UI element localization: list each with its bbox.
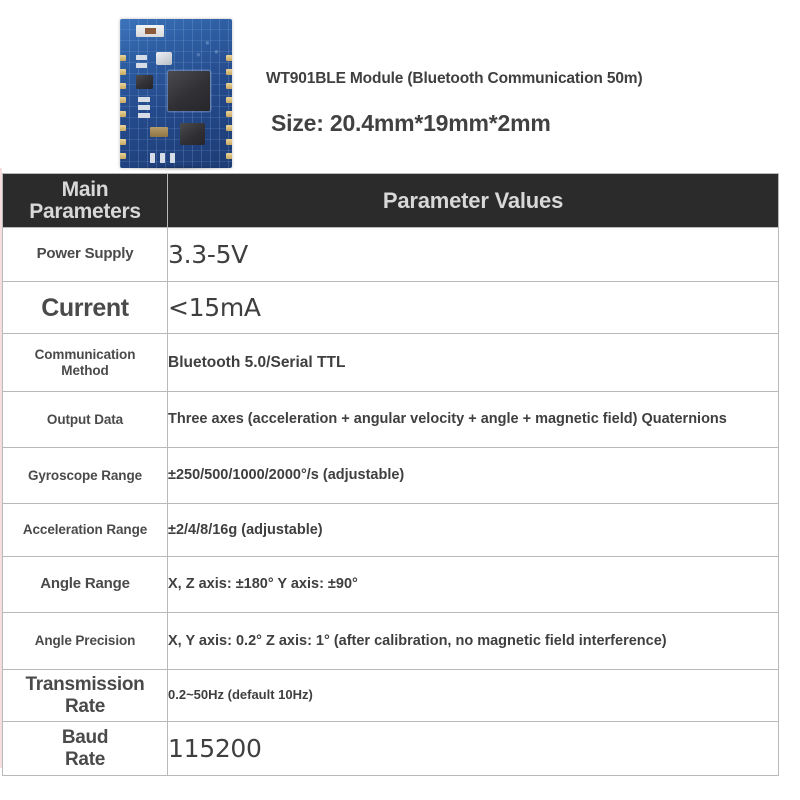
secondary-ic-chip [180, 123, 205, 145]
table-row [3, 613, 779, 670]
castellated-pad [226, 69, 232, 75]
param-value-communication-method: Bluetooth 5.0/Serial TTL [168, 334, 779, 392]
param-value-gyroscope-range: ±250/500/1000/2000°/s (adjustable) [168, 448, 779, 504]
param-label-angle-range: Angle Range [3, 557, 168, 613]
param-label-communication-method [3, 334, 168, 392]
tan-component [150, 127, 168, 137]
param-label-line1: Communication [34, 347, 136, 363]
castellated-pad [120, 83, 126, 89]
castellated-pad [226, 97, 232, 103]
header-main-parameters-line2: Parameters [29, 199, 141, 223]
castellated-pad [120, 69, 126, 75]
header-main-parameters-line1: Main [61, 177, 109, 201]
table-row [3, 670, 779, 722]
module-size-text: Size: 20.4mm*19mm*2mm [271, 110, 551, 136]
param-label-transmission-rate [3, 670, 168, 722]
table-row [3, 392, 779, 448]
resistor-component [138, 113, 150, 118]
param-label-line1: Transmission [25, 674, 145, 696]
castellated-pad [226, 139, 232, 145]
resistor-component [136, 63, 147, 68]
castellated-pad [120, 111, 126, 117]
pcb-board [120, 19, 232, 168]
resistor-component [150, 153, 155, 163]
table-row [3, 504, 779, 557]
castellated-pad [226, 111, 232, 117]
table-row [3, 228, 779, 282]
table-body [3, 228, 779, 776]
table-row [3, 722, 779, 776]
param-label-output-data: Output Data [3, 392, 168, 448]
param-value-output-data: Three axes (acceleration + angular velocity + angle + magnetic field) Quaternions [168, 392, 779, 448]
param-label-line2: Rate [65, 748, 105, 770]
table-header [3, 174, 779, 228]
header-parameter-values: Parameter Values [168, 174, 779, 228]
param-label-current: Current [3, 282, 168, 334]
param-label-acceleration-range: Acceleration Range [3, 504, 168, 557]
param-label-angle-precision: Angle Precision [3, 613, 168, 670]
castellated-pad [120, 139, 126, 145]
antenna-core [145, 28, 156, 34]
table-header-row [3, 174, 779, 228]
specification-table [2, 173, 779, 776]
table-row [3, 448, 779, 504]
resistor-component [138, 105, 150, 110]
castellated-pad [226, 153, 232, 159]
param-label-gyroscope-range: Gyroscope Range [3, 448, 168, 504]
param-value-transmission-rate: 0.2~50Hz (default 10Hz) [168, 670, 779, 722]
tertiary-ic-chip [136, 75, 153, 89]
castellated-pad [226, 83, 232, 89]
resistor-component [138, 97, 150, 102]
castellated-pad [120, 153, 126, 159]
module-title: WT901BLE Module (Bluetooth Communication 50m) [266, 70, 643, 87]
resistor-component [160, 153, 165, 163]
header-main-parameters [3, 174, 168, 228]
resistor-component [170, 153, 175, 163]
table-row [3, 282, 779, 334]
param-label-line2: Method [61, 362, 109, 378]
pcb-module-photo [116, 19, 240, 168]
crystal-oscillator [156, 52, 172, 65]
antenna-component [136, 25, 164, 37]
param-value-power-supply: 3.3-5V [168, 228, 779, 282]
pcb-drop-shadow [126, 165, 230, 171]
main-ic-chip [168, 71, 210, 111]
param-value-current: <15mA [168, 282, 779, 334]
table-row [3, 557, 779, 613]
castellated-pad [120, 125, 126, 131]
param-value-angle-precision: X, Y axis: 0.2° Z axis: 1° (after calibration, no magnetic field interference) [168, 613, 779, 670]
castellated-pad [120, 97, 126, 103]
product-banner [0, 0, 800, 170]
param-label-line2: Rate [65, 695, 105, 717]
table-row [3, 334, 779, 392]
param-value-acceleration-range: ±2/4/8/16g (adjustable) [168, 504, 779, 557]
param-label-baud-rate [3, 722, 168, 776]
param-label-line1: Baud [61, 727, 109, 749]
castellated-pad [226, 55, 232, 61]
castellated-pad [226, 125, 232, 131]
resistor-component [136, 55, 147, 60]
param-label-power-supply: Power Supply [3, 228, 168, 282]
param-value-baud-rate: 115200 [168, 722, 779, 776]
castellated-pad [120, 55, 126, 61]
param-value-angle-range: X, Z axis: ±180° Y axis: ±90° [168, 557, 779, 613]
